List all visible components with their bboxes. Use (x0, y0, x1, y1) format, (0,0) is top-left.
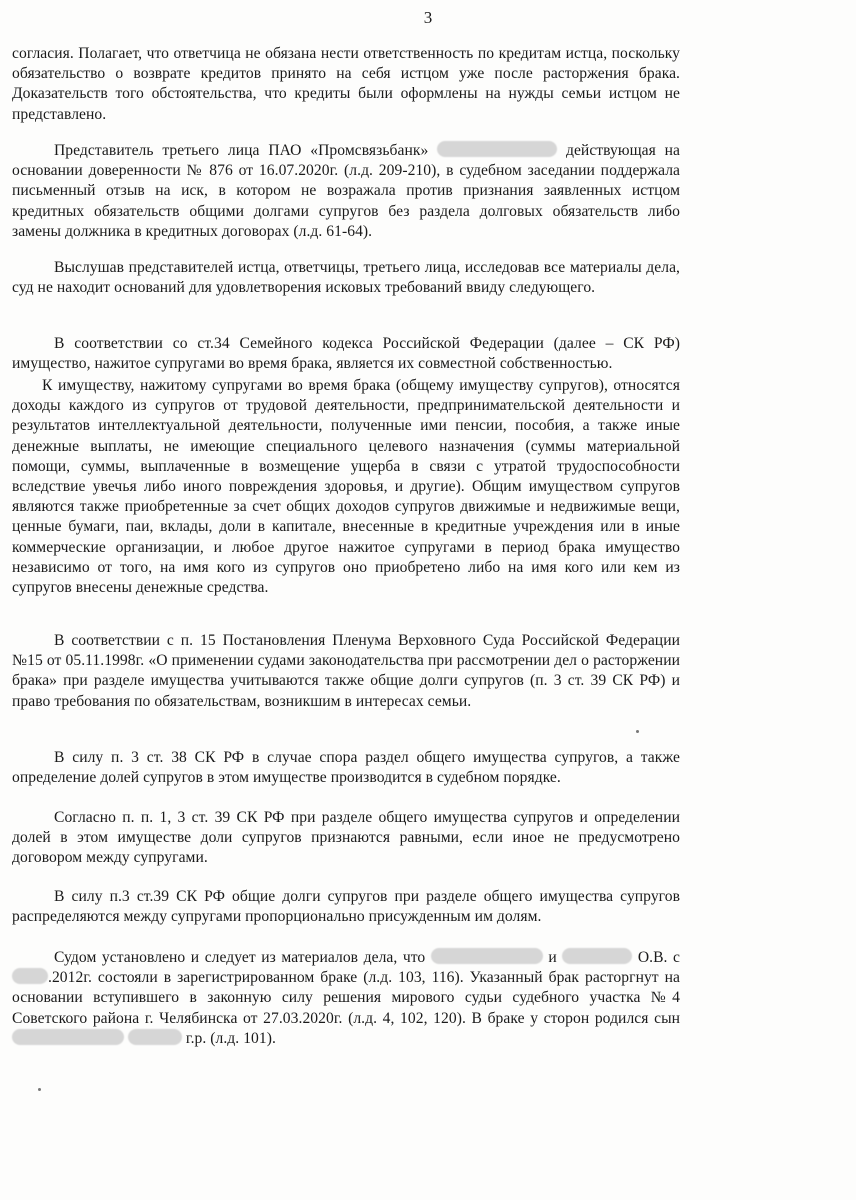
paragraph-7-text: В силу п. 3 ст. 38 СК РФ в случае спора раздел общего имущества супругов, а также определение долей супругов в этом имуществе производится в судебном порядке. (12, 749, 680, 787)
page-number: 3 (423, 8, 433, 27)
paragraph-10-part-e: г.р. (л.д. 101). (185, 1029, 276, 1047)
paragraph-8-text: Согласно п. п. 1, 3 ст. 39 СК РФ при разделе общего имущества супругов и определении долей в этом имуществе доли супругов признаются равными, если иное не предусмотрено договором между супругами. (12, 809, 680, 867)
paragraph-1 (12, 44, 680, 125)
paragraph-10-part-a: Судом установлено и следует из материалов дела, что (54, 949, 426, 966)
paragraph-2-part-a: Представитель третьего лица ПАО «Промсвязьбанк» (54, 142, 429, 159)
redaction-block (431, 948, 543, 964)
paragraph-10-part-d: .2012г. состояли в зарегистрированном браке (л.д. 103, 116). Указанный брак расторгнут на основании вступившего в законную силу решения мирового судьи судебного участка №4 Советского района г. Челябинска от 27.03.2020г. (л.д. 4, 102, 120). В браке у сторон родился сын (12, 969, 680, 1027)
paragraph-3 (12, 258, 680, 298)
paragraph-9 (12, 887, 680, 927)
paragraph-6 (12, 631, 680, 712)
paragraph-10 (12, 948, 680, 1049)
paragraph-7 (12, 748, 680, 788)
redaction-block (12, 1029, 124, 1045)
paragraph-2-text (12, 141, 680, 242)
redaction-block (128, 1029, 182, 1045)
redaction-block (437, 141, 557, 157)
scan-speck (38, 1088, 41, 1091)
paragraph-8 (12, 808, 680, 869)
paragraph-9-text: В силу п.3 ст.39 СК РФ общие долги супругов при разделе общего имущества супругов распределяются между супругами пропорционально присужденным им долям. (12, 888, 680, 926)
paragraph-4 (12, 334, 680, 374)
paragraph-10-part-c: О.В. с (637, 949, 681, 966)
paragraph-2-part-b: действующая на основании доверенности № 876 от 16.07.2020г. (л.д. 209-210), в судебном заседании поддержала письменный отзыв на иск, в котором не возражала против признания заявленных истцом кредитных обязательств общими долгами супругов без раздела долговых обязательств либо замены должника в кредитных договорах (л.д. 61-64). (12, 142, 680, 240)
paragraph-5 (12, 376, 680, 598)
paragraph-2 (12, 141, 680, 242)
paragraph-4-text: В соответствии со ст.34 Семейного кодекса Российской Федерации (далее – СК РФ) имущество, нажитое супругами во время брака, является их совместной собственностью. (12, 335, 680, 373)
paragraph-5-text: К имуществу, нажитому супругами во время брака (общему имуществу супругов), относятся доходы каждого из супругов от трудовой деятельности, предпринимательской деятельности и результатов интеллектуальной деятельности, полученные ими пенсии, пособия, а также иные денежные выплаты, не имеющие специального целевого назначения (суммы материальной помощи, суммы, выплаченные в возмещение ущерба в связи с утратой трудоспособности вследствие увечья либо иного повреждения здоровья, и другие). Общим имуществом супругов являются также приобретенные за счет общих доходов супругов движимые и недвижимые вещи, ценные бумаги, паи, вклады, доли в капитале, внесенные в кредитные учреждения или в иные коммерческие организации, и любое другое нажитое супругами в период брака имущество независимо от того, на имя кого из супругов оно приобретено либо на имя кого или кем из супругов внесены денежные средства. (12, 377, 680, 597)
paragraph-10-part-b: и (548, 949, 557, 966)
paragraph-10-text (12, 948, 680, 1049)
paragraph-1-text: согласия. Полагает, что ответчица не обязана нести ответственность по кредитам истца, поскольку обязательство о возврате кредитов принято на себя истцом уже после расторжения брака. Доказательств того обстоятельства, что кредиты были оформлены на нужды семьи истцом не представлено. (12, 45, 680, 123)
redaction-block (562, 948, 632, 964)
paragraph-3-text: Выслушав представителей истца, ответчицы, третьего лица, исследовав все материалы дела, суд не находит оснований для удовлетворения исковых требований ввиду следующего. (12, 259, 680, 297)
redaction-block (12, 968, 48, 984)
scan-speck (636, 730, 639, 733)
paragraph-6-text: В соответствии с п. 15 Постановления Пленума Верховного Суда Российской Федерации №15 от 05.11.1998г. «О применении судами законодательства при рассмотрении дел о расторжении брака» при разделе имущества учитываются также общие долги супругов (п. 3 ст. 39 СК РФ) и право требования по обязательствам, возникшим в интересах семьи. (12, 632, 680, 710)
